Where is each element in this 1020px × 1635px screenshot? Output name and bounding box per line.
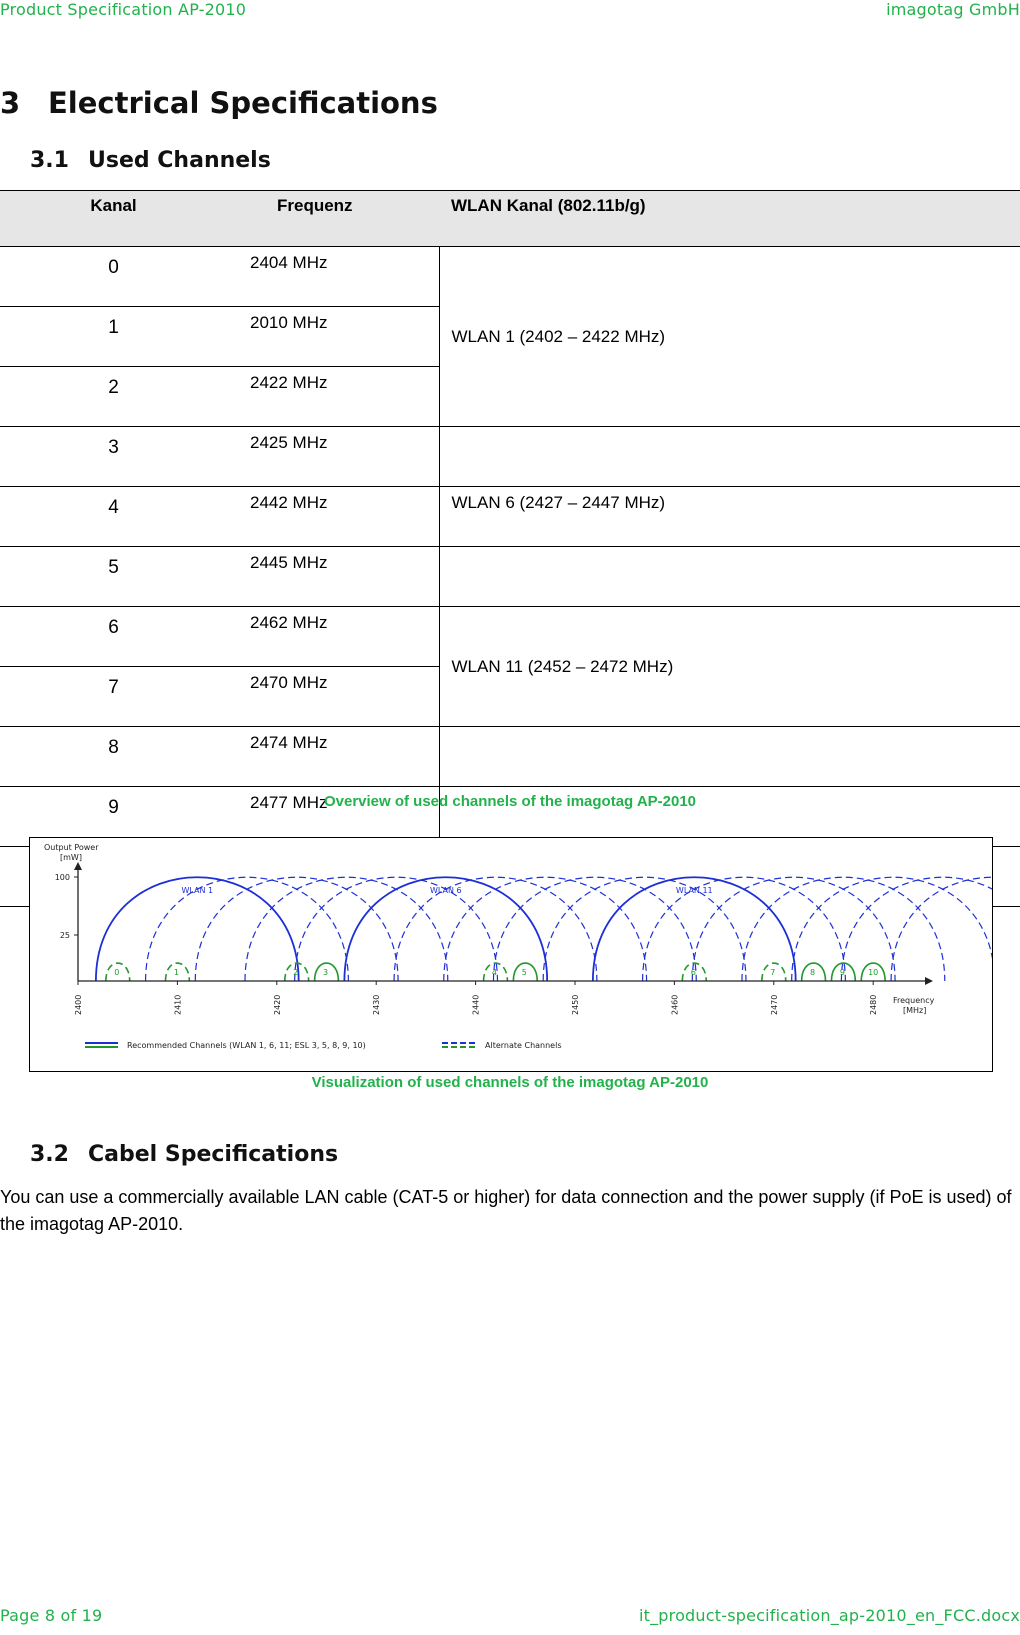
kanal-cell: 7 — [0, 667, 227, 727]
legend-recommended-label: Recommended Channels (WLAN 1, 6, 11; ESL 3, 5, 8, 9, 10) — [127, 1041, 366, 1050]
column-header-wlan: WLAN Kanal (802.11b/g) — [439, 191, 1020, 247]
x-tick-label: 2400 — [74, 994, 83, 1015]
x-tick-label: 2430 — [372, 994, 382, 1015]
y-axis-arrow — [74, 862, 82, 870]
page-header-right: imagotag GmbH — [886, 0, 1020, 19]
channel-curve — [146, 877, 349, 981]
table-row — [0, 607, 1020, 667]
channel-diagram — [30, 838, 992, 1071]
channel-curve — [245, 877, 448, 981]
page-footer-right: it_product-specification_ap-2010_en_FCC.docx — [638, 1606, 1020, 1625]
column-header-frequenz: Frequenz — [227, 191, 439, 247]
channel-curve — [394, 877, 597, 981]
y-tick-label: 100 — [54, 873, 70, 882]
frequency-cell: 2477 MHz — [227, 787, 439, 847]
subsection-heading-cable — [30, 1142, 338, 1167]
table-caption: Overview of used channels of the imagotag AP-2010 — [323, 793, 697, 810]
legend-alternate-label: Alternate Channels — [485, 1041, 562, 1050]
x-tick-label: 2440 — [471, 994, 481, 1015]
esl-channel-label: 3 — [322, 968, 329, 977]
kanal-cell: 8 — [0, 727, 227, 787]
subsection-number: 3.1 — [30, 148, 69, 173]
section-number: 3 — [0, 86, 21, 120]
wlan-cell-empty — [439, 727, 1020, 787]
esl-channel-label: 2 — [293, 968, 299, 977]
x-tick-label: 2420 — [272, 994, 282, 1015]
channel-curve — [493, 877, 696, 981]
wlan-label: WLAN 1 — [181, 886, 214, 895]
frequency-cell: 2474 MHz — [227, 727, 439, 787]
x-axis-label: Frequency — [893, 996, 935, 1005]
kanal-cell: 6 — [0, 607, 227, 667]
esl-channel-label: 7 — [770, 968, 776, 977]
wlan-label: WLAN 11 — [675, 886, 713, 895]
table-row — [0, 727, 1020, 787]
wlan-cell-empty — [439, 547, 1020, 607]
frequency-cell: 2445 MHz — [227, 547, 439, 607]
table-row — [0, 427, 1020, 487]
esl-channel-label: 9 — [839, 968, 845, 977]
frequency-cell: 2425 MHz — [227, 427, 439, 487]
frequency-cell: 2010 MHz — [227, 307, 439, 367]
subsection-title: Cabel Specifications — [88, 1142, 339, 1167]
kanal-cell: 1 — [0, 307, 227, 367]
channel-curve — [543, 877, 746, 981]
table-row — [0, 247, 1020, 307]
wlan-cell: WLAN 6 (2427 – 2447 MHz) — [439, 487, 1020, 547]
esl-channel-label: 0 — [114, 968, 120, 977]
subsection-number: 3.2 — [30, 1142, 69, 1167]
page-footer-left: Page 8 of 19 — [0, 1606, 103, 1625]
wlan-cell: WLAN 11 (2452 – 2472 MHz) — [439, 607, 1020, 727]
table-header-row — [0, 191, 1020, 247]
figure-caption: Visualization of used channels of the imagotag AP-2010 — [311, 1074, 709, 1091]
x-tick-label: 2460 — [670, 994, 680, 1015]
subsection-heading-used-channels — [30, 148, 271, 173]
table-row — [0, 547, 1020, 607]
table-row — [0, 487, 1020, 547]
esl-channel-label: 4 — [491, 968, 498, 977]
kanal-cell: 4 — [0, 487, 227, 547]
wlan-label: WLAN 6 — [429, 886, 462, 895]
y-tick-label: 25 — [59, 931, 70, 940]
wlan-cell: WLAN 1 (2402 – 2422 MHz) — [439, 247, 1020, 427]
y-axis-label: Output Power — [44, 843, 99, 852]
channel-curve — [692, 877, 895, 981]
channel-curve — [742, 877, 945, 981]
channel-curve — [444, 877, 647, 981]
esl-channel-label: 1 — [173, 968, 179, 977]
x-tick-label: 2450 — [571, 994, 580, 1015]
page-header-left: Product Specification AP-2010 — [0, 0, 247, 19]
x-axis-unit: [MHz] — [903, 1006, 927, 1015]
kanal-cell: 0 — [0, 247, 227, 307]
esl-channel-label: 8 — [810, 968, 816, 977]
x-axis-arrow — [925, 977, 933, 985]
channel-curve — [841, 877, 992, 981]
frequency-cell: 2422 MHz — [227, 367, 439, 427]
wlan-cell-empty — [439, 427, 1020, 487]
kanal-cell: 9 — [0, 787, 227, 847]
esl-channel-label: 6 — [690, 968, 696, 977]
section-heading — [0, 86, 438, 120]
channel-curve — [295, 877, 498, 981]
channel-visualization-figure — [29, 837, 993, 1072]
column-header-kanal: Kanal — [0, 191, 227, 247]
esl-channel-label: 10 — [868, 968, 879, 977]
frequency-cell: 2462 MHz — [227, 607, 439, 667]
kanal-cell: 2 — [0, 367, 227, 427]
y-axis-unit: [mW] — [60, 853, 82, 862]
x-tick-label: 2410 — [173, 994, 183, 1015]
section-title: Electrical Specifications — [48, 86, 438, 120]
channel-curve — [891, 877, 992, 981]
x-tick-label: 2480 — [869, 994, 879, 1015]
subsection-title: Used Channels — [88, 148, 271, 173]
frequency-cell: 2470 MHz — [227, 667, 439, 727]
x-tick-label: 2470 — [769, 994, 779, 1015]
frequency-cell: 2404 MHz — [227, 247, 439, 307]
channel-curve — [643, 877, 846, 981]
kanal-cell: 3 — [0, 427, 227, 487]
kanal-cell: 5 — [0, 547, 227, 607]
frequency-cell: 2442 MHz — [227, 487, 439, 547]
cable-paragraph: You can use a commercially available LAN cable (CAT-5 or higher) for data connection and the power supply (if PoE is used) of the imagotag AP-2010. — [0, 1187, 1012, 1234]
esl-channel-label: 5 — [521, 968, 527, 977]
channel-curve — [195, 877, 398, 981]
